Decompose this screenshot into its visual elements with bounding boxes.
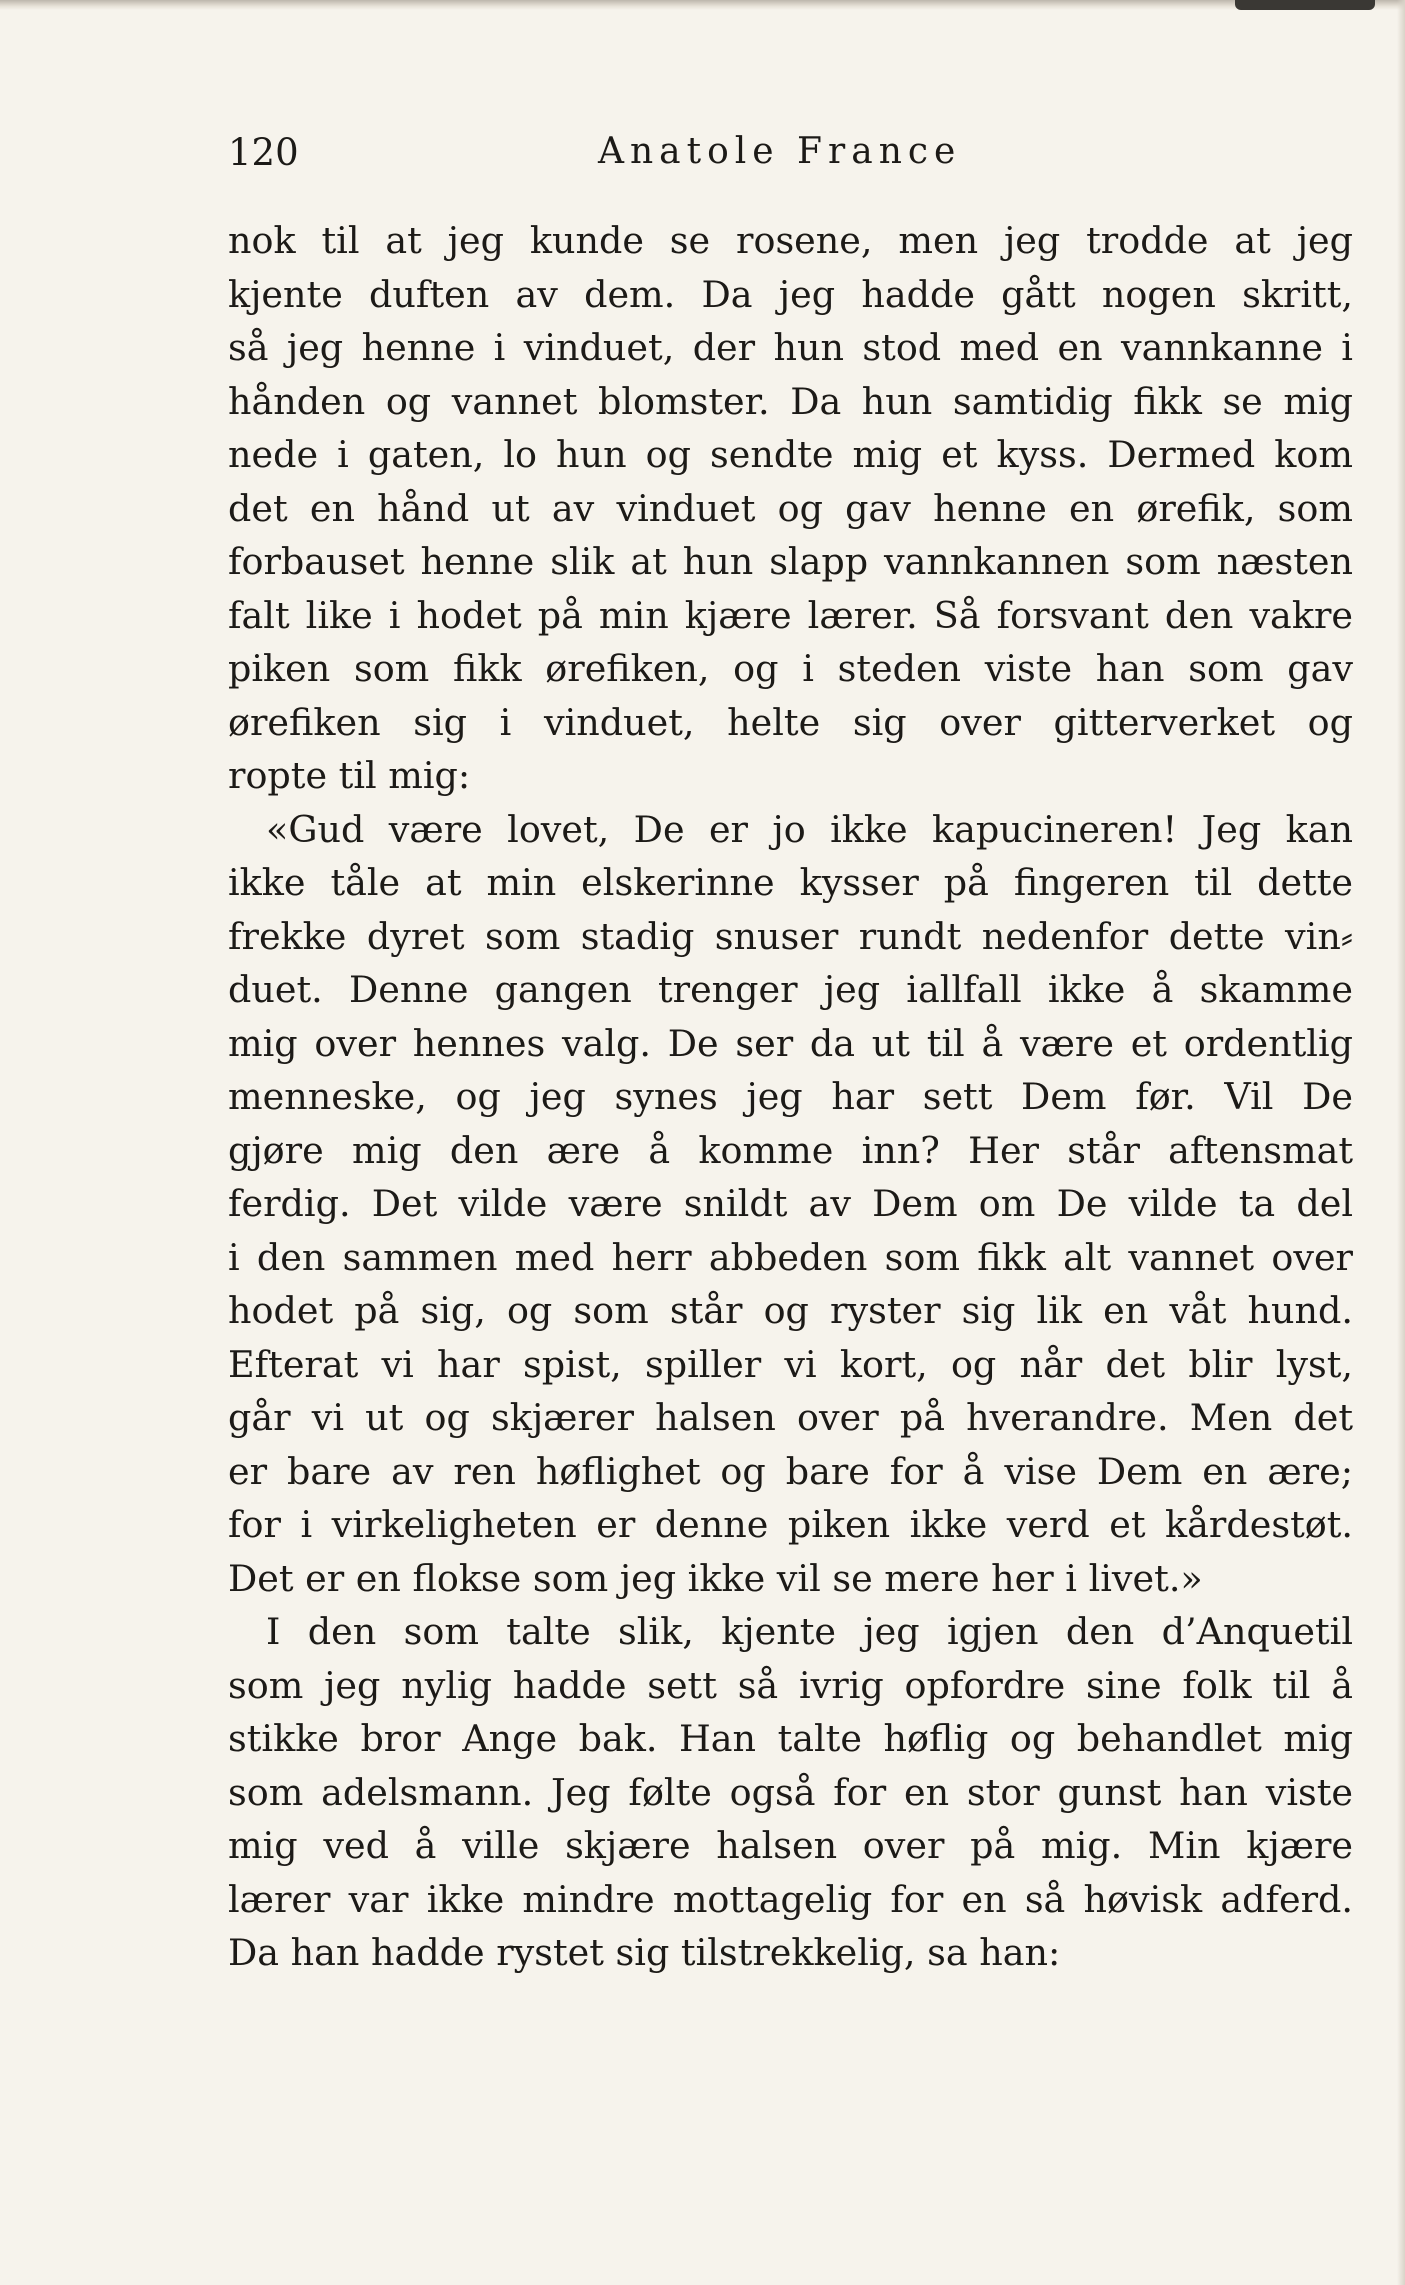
text-line: ferdig. Det vilde være snildt av Dem om De vilde ta del <box>228 1182 1353 1225</box>
text-line: duet. Denne gangen trenger jeg iallfall ikke å skamme <box>228 968 1353 1011</box>
text-line: Da han hadde rystet sig tilstrekkelig, sa han: <box>228 1931 1061 1974</box>
text-line: mig ved å ville skjære halsen over på mig. Min kjære <box>228 1824 1353 1867</box>
text-line: går vi ut og skjærer halsen over på hverandre. Men det <box>228 1396 1353 1439</box>
text-line: stikke bror Ange bak. Han talte høflig og behandlet mig <box>228 1717 1353 1760</box>
text-line: som adelsmann. Jeg følte også for en stor gunst han viste <box>228 1770 1353 1814</box>
text-line: kjente duften av dem. Da jeg hadde gått nogen skritt, <box>228 272 1353 316</box>
text-line: nede i gaten, lo hun og sendte mig et kyss. Dermed kom <box>228 433 1353 476</box>
text-line: så jeg henne i vinduet, der hun stod med en vannkanne i <box>228 326 1353 369</box>
scan-corner-mark <box>1235 0 1375 10</box>
text-line: forbauset henne slik at hun slapp vannkannen som næsten <box>228 540 1353 583</box>
page-top-edge <box>0 0 1405 10</box>
text-line: mig over hennes valg. De ser da ut til å være et ordentlig <box>228 1021 1353 1065</box>
text-line: ropte til mig: <box>228 754 471 797</box>
text-line: lærer var ikke mindre mottagelig for en så høvisk adferd. <box>228 1877 1353 1921</box>
body-text <box>228 214 1353 1980</box>
text-line: «Gud være lovet, De er jo ikke kapucineren! Jeg kan <box>266 807 1353 851</box>
text-line: hodet på sig, og som står og ryster sig lik en våt hund. <box>228 1289 1353 1332</box>
text-line: ikke tåle at min elskerinne kysser på fingeren til dette <box>228 861 1353 904</box>
page-number: 120 <box>228 131 299 174</box>
text-line: i den sammen med herr abbeden som fikk alt vannet over <box>228 1235 1353 1279</box>
page-right-edge <box>1397 0 1405 2285</box>
running-title: Anatole France <box>598 131 962 172</box>
text-line: falt like i hodet på min kjære lærer. Så forsvant den vakre <box>228 593 1353 637</box>
text-line: menneske, og jeg synes jeg har sett Dem før. Vil De <box>228 1075 1353 1118</box>
text-line: Efterat vi har spist, spiller vi kort, og når det blir lyst, <box>228 1342 1353 1386</box>
text-line: ørefiken sig i vinduet, helte sig over gitterverket og <box>228 700 1353 744</box>
running-head <box>228 125 1353 185</box>
text-line: for i virkeligheten er denne piken ikke verd et kårdestøt. <box>228 1503 1353 1546</box>
text-line: som jeg nylig hadde sett så ivrig opfordre sine folk til å <box>228 1663 1353 1707</box>
text-line: I den som talte slik, kjente jeg igjen den d’Anquetil <box>266 1610 1353 1653</box>
text-line: frekke dyret som stadig snuser rundt nedenfor dette vin⸗ <box>228 914 1353 958</box>
text-line: nok til at jeg kunde se rosene, men jeg trodde at jeg <box>228 219 1353 262</box>
text-line: det en hånd ut av vinduet og gav henne en ørefik, som <box>228 486 1353 530</box>
text-line: er bare av ren høflighet og bare for å vise Dem en ære; <box>228 1449 1353 1493</box>
book-page <box>228 125 1353 1980</box>
text-line: Det er en flokse som jeg ikke vil se mere her i livet.» <box>228 1556 1203 1600</box>
text-line: hånden og vannet blomster. Da hun samtidig fikk se mig <box>228 379 1353 423</box>
text-line: gjøre mig den ære å komme inn? Her står aftensmat <box>228 1128 1353 1172</box>
text-line: piken som fikk ørefiken, og i steden viste han som gav <box>228 647 1353 690</box>
